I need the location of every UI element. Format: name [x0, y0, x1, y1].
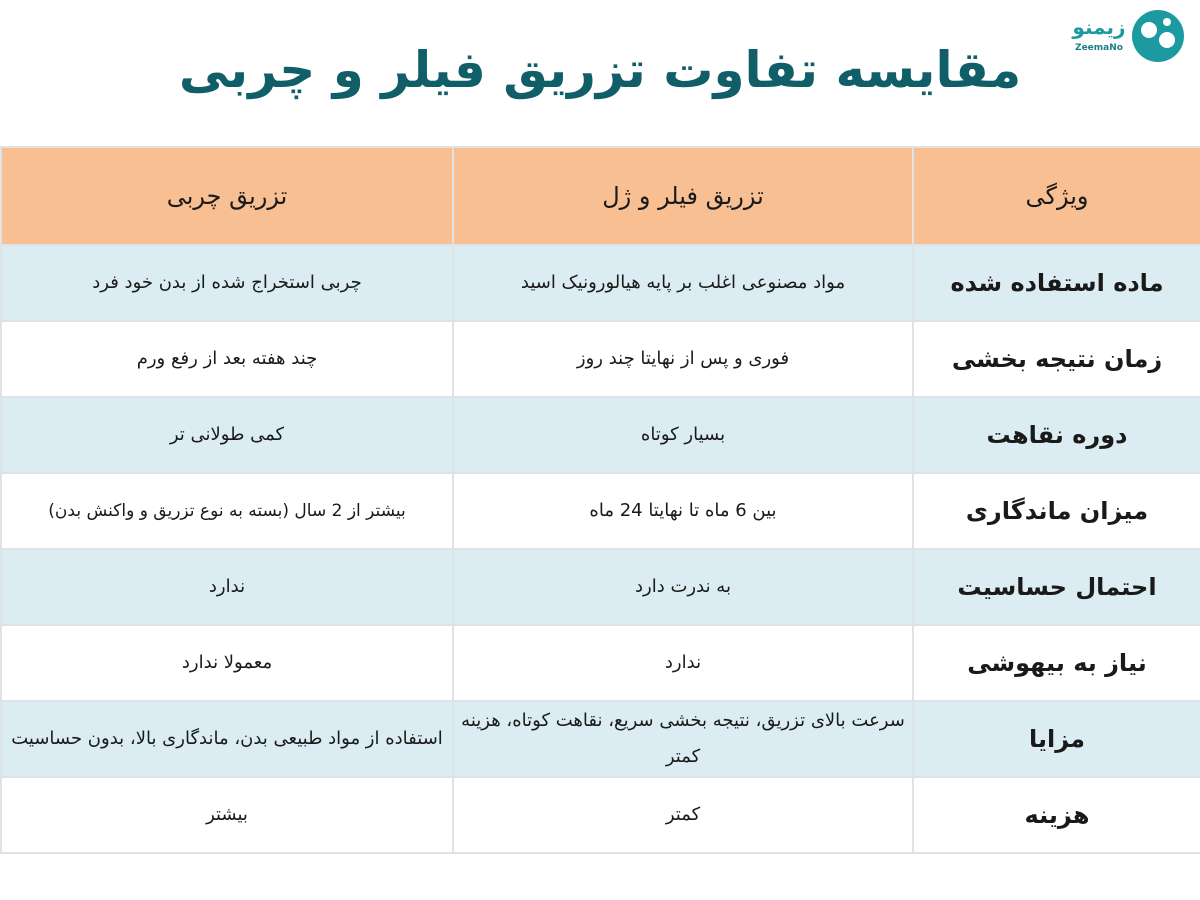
header-fat: تزریق چربی	[1, 147, 453, 245]
row-feature: مزایا	[913, 701, 1200, 777]
header-feature: ویژگی	[913, 147, 1200, 245]
row-fat: چند هفته بعد از رفع ورم	[1, 321, 453, 397]
table-row	[1, 321, 1200, 397]
header-filler: تزریق فیلر و ژل	[453, 147, 913, 245]
row-feature: زمان نتیجه بخشی	[913, 321, 1200, 397]
row-filler: ندارد	[453, 625, 913, 701]
table-row	[1, 245, 1200, 321]
row-filler: بسیار کوتاه	[453, 397, 913, 473]
logo-wordmark: ZeemaNo	[1075, 43, 1123, 53]
brand-logo[interactable]	[1072, 8, 1184, 68]
row-filler: فوری و پس از نهایتا چند روز	[453, 321, 913, 397]
row-fat: کمی طولانی تر	[1, 397, 453, 473]
table-row	[1, 397, 1200, 473]
row-filler: مواد مصنوعی اغلب بر پایه هیالورونیک اسید	[453, 245, 913, 321]
table-row	[1, 777, 1200, 853]
row-fat: چربی استخراج شده از بدن خود فرد	[1, 245, 453, 321]
table-row	[1, 701, 1200, 777]
row-feature: میزان ماندگاری	[913, 473, 1200, 549]
row-feature: احتمال حساسیت	[913, 549, 1200, 625]
row-fat: بیشتر از 2 سال (بسته به نوع تزریق و واکنش بدن)	[1, 473, 453, 549]
row-fat: ندارد	[1, 549, 453, 625]
row-filler: سرعت بالای تزریق، نتیجه بخشی سریع، نقاهت کوتاه، هزینه کمتر	[453, 701, 913, 777]
table-row	[1, 549, 1200, 625]
row-fat: معمولا ندارد	[1, 625, 453, 701]
comparison-table	[0, 146, 1200, 854]
row-feature: هزینه	[913, 777, 1200, 853]
row-fat: استفاده از مواد طبیعی بدن، ماندگاری بالا، بدون حساسیت	[1, 701, 453, 777]
logo-brand-text: زیمنو	[1072, 15, 1126, 39]
page-title: مقایسه تفاوت تزریق فیلر و چربی	[178, 41, 1022, 99]
table-row	[1, 473, 1200, 549]
zeemano-logo-icon	[1132, 10, 1184, 62]
row-filler: بین 6 ماه تا نهایتا 24 ماه	[453, 473, 913, 549]
table-row	[1, 625, 1200, 701]
row-filler: کمتر	[453, 777, 913, 853]
row-feature: نیاز به بیهوشی	[913, 625, 1200, 701]
row-feature: دوره نقاهت	[913, 397, 1200, 473]
row-filler: به ندرت دارد	[453, 549, 913, 625]
row-fat: بیشتر	[1, 777, 453, 853]
table-header-row	[1, 147, 1200, 245]
row-feature: ماده استفاده شده	[913, 245, 1200, 321]
